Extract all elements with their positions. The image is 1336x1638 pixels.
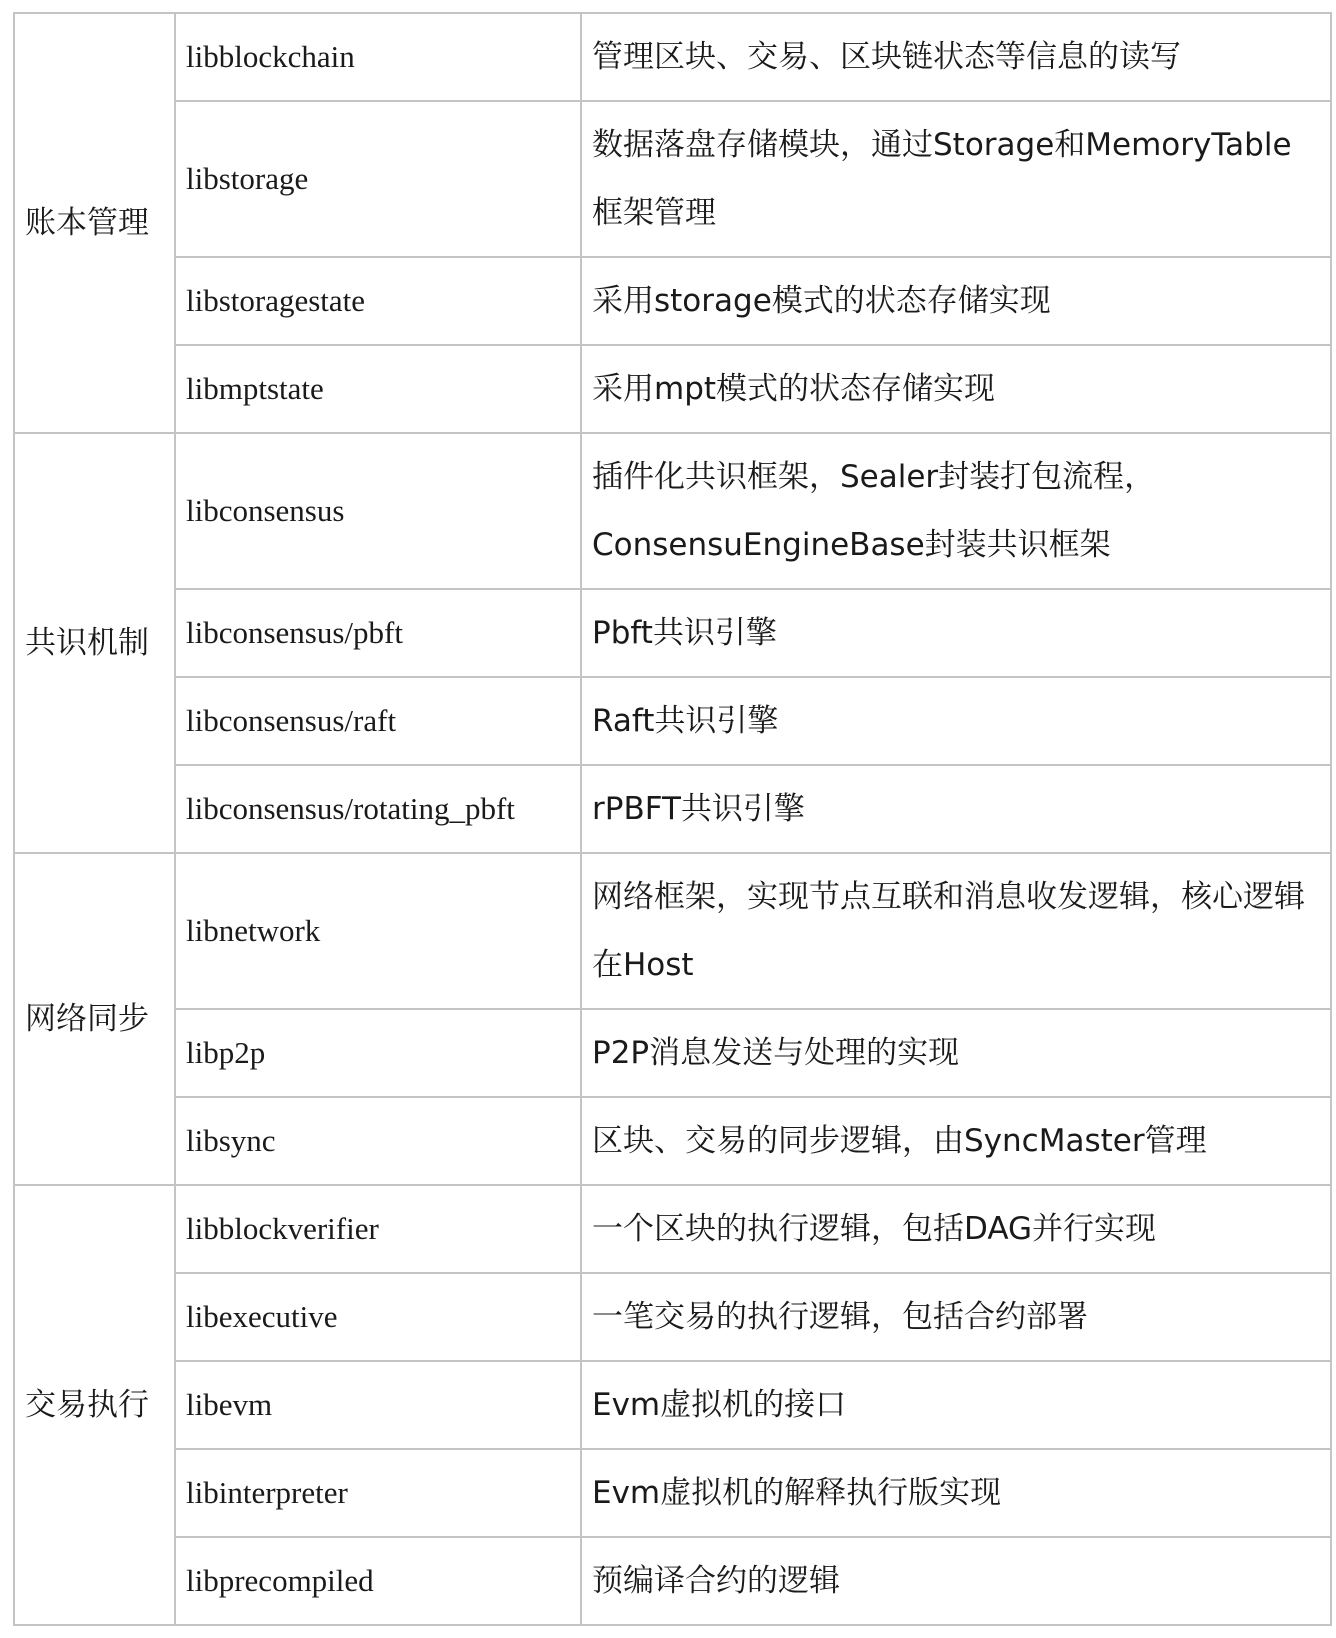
module-description-cell: 数据落盘存储模块，通过Storage和MemoryTable框架管理 <box>581 101 1331 257</box>
table-row <box>14 1009 1331 1097</box>
table-row <box>14 677 1331 765</box>
table-row <box>14 1273 1331 1361</box>
table-row <box>14 853 1331 1009</box>
module-name-cell: libp2p <box>175 1009 581 1097</box>
module-name-cell: libstorage <box>175 101 581 257</box>
module-description-cell: 采用storage模式的状态存储实现 <box>581 257 1331 345</box>
module-name-cell: libmptstate <box>175 345 581 433</box>
module-name-cell: libevm <box>175 1361 581 1449</box>
module-name-cell: libconsensus/rotating_pbft <box>175 765 581 853</box>
module-name-cell: libconsensus <box>175 433 581 589</box>
table-row <box>14 1097 1331 1185</box>
module-table-body <box>14 13 1331 1625</box>
module-name-cell: libexecutive <box>175 1273 581 1361</box>
module-description-cell: 一笔交易的执行逻辑，包括合约部署 <box>581 1273 1331 1361</box>
table-row <box>14 345 1331 433</box>
module-name-cell: libblockverifier <box>175 1185 581 1273</box>
module-name-cell: libinterpreter <box>175 1449 581 1537</box>
module-description-cell: 预编译合约的逻辑 <box>581 1537 1331 1625</box>
table-row <box>14 433 1331 589</box>
module-description-cell: Evm虚拟机的接口 <box>581 1361 1331 1449</box>
category-cell: 共识机制 <box>14 433 175 853</box>
table-row <box>14 765 1331 853</box>
module-description-cell: 区块、交易的同步逻辑，由SyncMaster管理 <box>581 1097 1331 1185</box>
module-name-cell: libconsensus/pbft <box>175 589 581 677</box>
module-description-cell: 插件化共识框架，Sealer封装打包流程，ConsensuEngineBase封装共识框架 <box>581 433 1331 589</box>
module-table <box>13 12 1332 1626</box>
module-description-cell: Pbft共识引擎 <box>581 589 1331 677</box>
category-cell: 网络同步 <box>14 853 175 1185</box>
module-name-cell: libprecompiled <box>175 1537 581 1625</box>
module-description-cell: 网络框架，实现节点互联和消息收发逻辑，核心逻辑在Host <box>581 853 1331 1009</box>
module-description-cell: Raft共识引擎 <box>581 677 1331 765</box>
module-name-cell: libblockchain <box>175 13 581 101</box>
module-name-cell: libstoragestate <box>175 257 581 345</box>
category-cell: 交易执行 <box>14 1185 175 1625</box>
module-description-cell: 一个区块的执行逻辑，包括DAG并行实现 <box>581 1185 1331 1273</box>
table-row <box>14 257 1331 345</box>
table-row <box>14 1361 1331 1449</box>
module-description-cell: 管理区块、交易、区块链状态等信息的读写 <box>581 13 1331 101</box>
module-name-cell: libconsensus/raft <box>175 677 581 765</box>
category-cell: 账本管理 <box>14 13 175 433</box>
table-row <box>14 1185 1331 1273</box>
module-description-cell: 采用mpt模式的状态存储实现 <box>581 345 1331 433</box>
table-row <box>14 1537 1331 1625</box>
module-description-cell: rPBFT共识引擎 <box>581 765 1331 853</box>
module-name-cell: libsync <box>175 1097 581 1185</box>
module-description-cell: Evm虚拟机的解释执行版实现 <box>581 1449 1331 1537</box>
module-name-cell: libnetwork <box>175 853 581 1009</box>
table-row <box>14 589 1331 677</box>
table-row <box>14 101 1331 257</box>
module-description-cell: P2P消息发送与处理的实现 <box>581 1009 1331 1097</box>
table-row <box>14 13 1331 101</box>
table-row <box>14 1449 1331 1537</box>
